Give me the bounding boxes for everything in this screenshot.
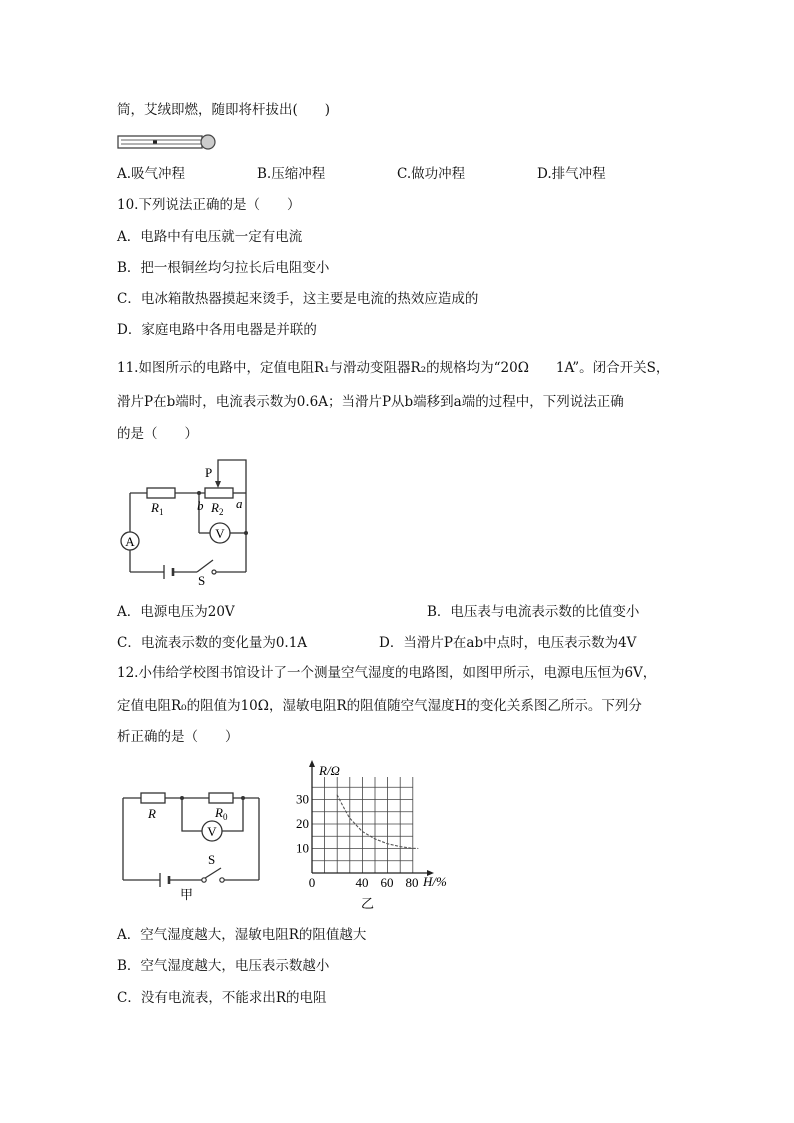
q12-label-switch: S [208,852,216,867]
q11-label-b: b [197,498,204,513]
x-tick-label: 40 [355,875,369,890]
q11-label-switch: S [198,573,206,588]
chart-grid [312,777,413,873]
q11-option-d[interactable]: D．当滑片P在ab中点时，电压表示数为4V [379,635,637,651]
q10-option-d[interactable]: D．家庭电路中各用电器是并联的 [117,322,317,338]
y-tick-label: 30 [296,791,309,807]
q10-option-b[interactable]: B．把一根铜丝均匀拉长后电阻变小 [117,260,330,276]
x-tick-label: 60 [380,875,394,890]
q12-label-r: R [148,806,156,821]
q12-stem-line-3: 析正确的是（ ） [117,729,239,745]
chart-y-label: R/Ω [319,763,340,778]
q12-label-voltmeter: V [207,824,217,839]
q9-option-b[interactable]: B.压缩冲程 [257,166,326,182]
q11-label-r2: $R_2$ [211,500,224,517]
q12-label-r0: $R_0$ [215,805,228,822]
q11-circuit-diagram [115,455,265,588]
q11-option-c[interactable]: C．电流表示数的变化量为0.1A [117,635,308,651]
q9-option-c[interactable]: C.做功冲程 [397,166,466,182]
y-tick-label: 10 [296,840,309,856]
chart-x-label: H/% [423,874,447,889]
q9-option-a[interactable]: A.吸气冲程 [117,166,186,182]
chart-caption-yi: 乙 [361,896,375,911]
y-axis-arrow [309,760,315,767]
q11-option-a[interactable]: A．电源电压为20V [117,604,235,620]
q12-option-b[interactable]: B．空气湿度越大，电压表示数越小 [117,958,330,974]
q11-label-r1: $R_1$ [151,500,164,517]
q12-option-a[interactable]: A．空气湿度越大，湿敏电阻R的阻值越大 [117,927,367,943]
q11-option-b[interactable]: B．电压表与电流表示数的比值变小 [427,604,640,620]
q10-stem: 10.下列说法正确的是（ ） [117,197,301,213]
q11-label-voltmeter: V [215,526,225,541]
q12-option-c[interactable]: C．没有电流表，不能求出R的电阻 [117,990,327,1006]
q11-stem-line-1: 11.如图所示的电路中，定值电阻R₁与滑动变阻器R₂的规格均为“20Ω 1A”。闭合开关S， [117,360,670,376]
fire-piston-figure [117,130,217,154]
q11-stem-line-2: 滑片P在b端时，电流表示数为0.6A；当滑片P从b端移到a端的过程中，下列说法正确 [117,394,624,410]
series-curve [337,795,418,849]
chart-series [337,795,418,849]
x-tick-label: 80 [405,875,419,890]
q9-text: 筒，艾绒即燃，随即将杆拔出( ) [117,102,331,118]
q11-label-ammeter: A [125,534,135,549]
q11-label-a: a [236,496,243,511]
humidity-chart [295,760,455,910]
q10-option-a[interactable]: A．电路中有电压就一定有电流 [117,229,303,245]
q11-label-p: P [205,465,213,480]
q10-option-c[interactable]: C．电冰箱散热器摸起来烫手，这主要是电流的热效应造成的 [117,291,479,307]
x-tick-label: 0 [308,875,316,890]
q12-circuit-diagram [118,785,268,900]
q11-stem-line-3: 的是（ ） [117,426,198,442]
q12-stem-line-2: 定值电阻R₀的阻值为10Ω，湿敏电阻R的阻值随空气湿度H的变化关系图乙所示。下列分 [117,698,642,714]
y-tick-label: 20 [296,816,309,831]
q9-option-d[interactable]: D.排气冲程 [537,166,606,182]
q12-stem-line-1: 12.小伟给学校图书馆设计了一个测量空气湿度的电路图，如图甲所示，电源电压恒为6V， [117,665,657,681]
q12-caption-jia: 甲 [180,887,194,902]
